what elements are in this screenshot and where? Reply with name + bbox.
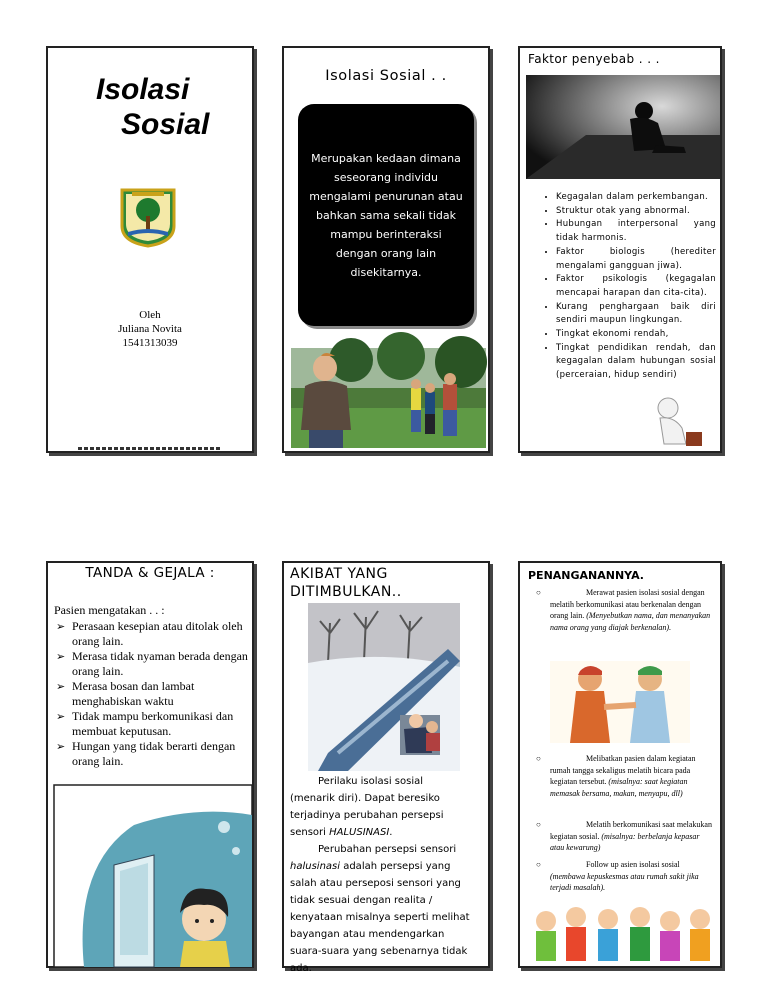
cutoff-text-line <box>78 447 222 450</box>
cover-title <box>96 72 209 142</box>
definition-box <box>298 104 474 326</box>
happy-kids-illustration <box>524 899 720 965</box>
effects-paragraph-2: Perubahan persepsi sensori halusinasi adalah persepsi yang salah atau perseposi sensori yang tidak sesuai dengan realita / kenyataan misalnya seperti melihat bayangan atau mendengarkan suara-suara yang sebenarnya tidak ada. <box>290 844 470 974</box>
causes-panel <box>518 46 722 453</box>
author-block <box>48 308 252 350</box>
treatment-item-1: ○ Merawat pasien isolasi sosial dengan melatih berkomunikasi atau berkenalan dengan orang lain. (Menyebutkan nama, dan menanyakan nama orang yang diajak berkenalan). <box>536 588 711 632</box>
by-label: Oleh <box>139 309 161 321</box>
definition-text: Merupakan kedaan dimana seseorang individu mengalami penurunan atau bahkan sama sekali tidak mampu berinteraksi dengan orang lain disekitarnya. <box>309 151 463 279</box>
list-item: • Kurang penghargaan baik diri sendiri maupun lingkungan. <box>556 301 716 328</box>
treatment-item-4: ○ Follow up asien isolasi sosial (membawa kepuskesmas atau rumah sakit jika terjadi masalah). <box>536 860 699 893</box>
list-item: ➢ Merasa bosan dan lambat menghabiskan waktu <box>56 679 252 709</box>
circle-bullet-icon: ○ <box>536 820 541 829</box>
handshake-illustration <box>550 661 690 743</box>
treatment-item-3: ○ Melatih berkomunikasi saat melakukan kegiatan sosial. (misalnya: berbelanja kepasar atau kewarung) <box>536 820 712 853</box>
list-item: • Hubungan interpersonal yang tidak harmonis. <box>556 218 716 245</box>
list-item: • Struktur otak yang abnormal. <box>556 205 716 219</box>
effects-paragraph-1: Perilaku isolasi sosial (menarik diri). Dapat beresiko terjadinya perubahan persepsi sensori HALUSINASI. <box>290 776 444 838</box>
sad-person-photo <box>526 75 720 179</box>
lonely-child-cartoon <box>54 785 252 967</box>
circle-bullet-icon: ○ <box>536 754 541 763</box>
cover-panel <box>46 46 254 453</box>
winter-slide-illustration <box>308 603 460 771</box>
symptoms-panel <box>46 561 254 968</box>
causes-list <box>528 191 716 383</box>
effects-title <box>290 565 402 601</box>
list-item: • Tingkat pendidikan rendah, dan kegagalan dalam hubungan sosial (perceraian, hidup sendiri) <box>556 342 716 383</box>
list-item: ➢ Merasa tidak nyaman berada dengan orang lain. <box>56 649 252 679</box>
university-crest-logo <box>118 186 178 248</box>
list-item: • Faktor psikologis (kegagalan mencapai harapan dan cita-cita). <box>556 273 716 300</box>
author-name: Juliana Novita <box>118 323 182 335</box>
definition-panel <box>282 46 490 453</box>
list-item: • Tingkat ekonomi rendah, <box>556 328 716 342</box>
cover-title-line1: Isolasi <box>96 73 190 106</box>
causes-title: Faktor penyebab . . . <box>528 52 660 66</box>
symptoms-list <box>56 619 252 769</box>
treatment-title: PENANGANANNYA. <box>528 569 644 582</box>
isolated-boy-photo <box>291 348 486 448</box>
list-item: • Faktor biologis (herediter mengalami gangguan jiwa). <box>556 246 716 273</box>
student-number: 1541313039 <box>122 337 178 349</box>
list-item: ➢ Perasaan kesepian atau ditolak oleh orang lain. <box>56 619 252 649</box>
circle-bullet-icon: ○ <box>536 588 541 597</box>
cover-title-line2: Sosial <box>121 108 210 141</box>
symptoms-title: TANDA & GEJALA : <box>85 565 215 581</box>
list-item: ➢ Tidak mampu berkomunikasi dan membuat keputusan. <box>56 709 252 739</box>
symptoms-intro: Pasien mengatakan . . : <box>54 603 165 617</box>
thinking-figure-image <box>650 394 705 449</box>
list-item: • Kegagalan dalam perkembangan. <box>556 191 716 205</box>
effects-title-line2: DITIMBULKAN.. <box>290 584 402 600</box>
circle-bullet-icon: ○ <box>536 860 541 869</box>
treatment-item-2: ○ Melibatkan pasien dalam kegiatan rumah tangga sekaligus melatih bicara pada kegiatan tersebut. (misalnya: saat kegiatan memasak bersama, makan, menyapu, dll) <box>536 754 696 798</box>
effects-panel <box>282 561 490 974</box>
effects-text <box>290 773 470 977</box>
definition-title: Isolasi Sosial . . <box>325 68 447 84</box>
list-item: ➢ Hungan yang tidak berarti dengan orang lain. <box>56 739 252 769</box>
treatment-panel <box>518 561 722 968</box>
effects-title-line1: AKIBAT YANG <box>290 566 388 582</box>
